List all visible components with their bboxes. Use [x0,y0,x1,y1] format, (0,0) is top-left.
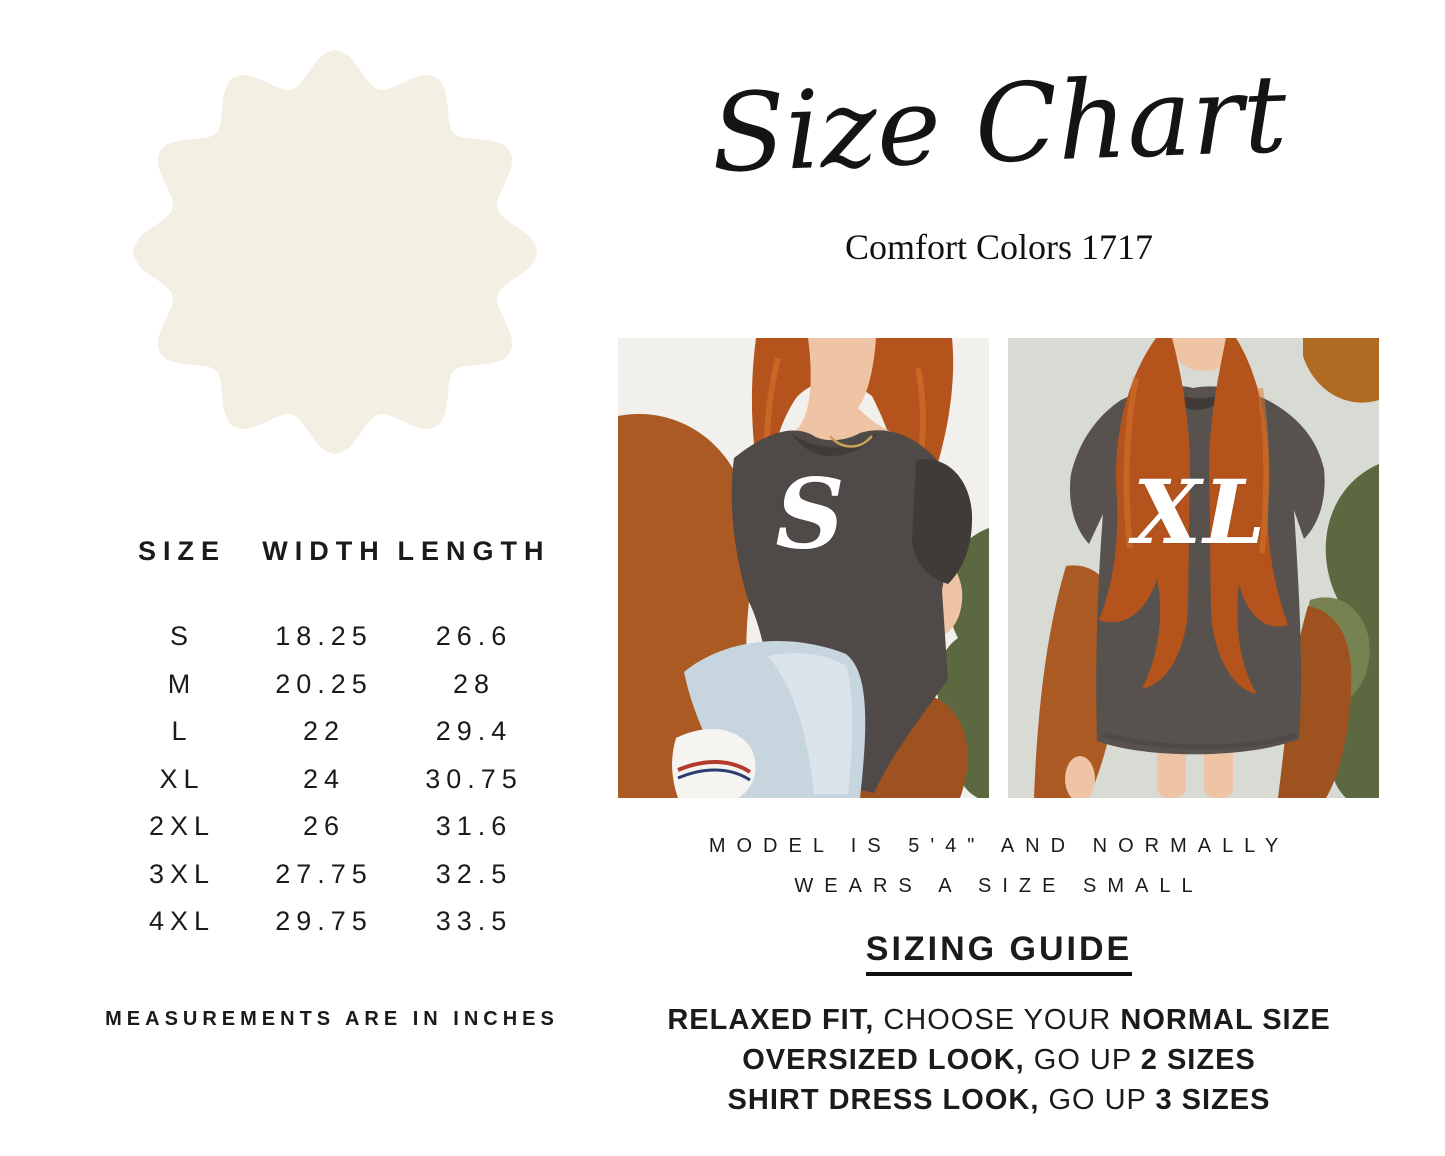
scallop-flower-icon [133,50,537,454]
cell-width: 26 [302,811,346,841]
tee-size-xl [1070,386,1325,754]
sizing-guide-lines [598,1000,1400,1120]
guide-segment: GO UP [1024,1044,1141,1076]
cell-length: 31.6 [435,811,513,841]
cell-size: 2XL [148,811,216,841]
cell-width: 20.25 [275,668,373,699]
model-note-line1: MODEL IS 5'4" AND NORMALLY [708,835,1290,857]
guide-segment: NORMAL SIZE [1120,1004,1331,1036]
guide-segment: SHIRT DRESS LOOK, [727,1084,1040,1116]
shirt-letter-s: S [775,457,845,571]
guide-segment: GO UP [1039,1084,1156,1116]
measurements-note: MEASUREMENTS ARE IN INCHES [105,1008,559,1030]
model-note-line2: WEARS A SIZE SMALL [794,875,1204,897]
cell-width: 29.75 [275,906,373,936]
guide-segment: 3 SIZES [1155,1084,1271,1116]
guide-line-relaxed [598,1000,1400,1040]
cell-size: 3XL [148,858,216,889]
size-table [112,528,552,946]
cell-size: XL [159,763,205,794]
photo-size-s [618,338,989,798]
cell-length: 32.5 [435,858,513,889]
model-size-xl-illustration [1008,338,1379,798]
scallop-decoration [125,42,545,462]
cell-length: 28 [452,668,496,699]
cell-width: 27.75 [275,858,373,889]
model-note [618,826,1380,906]
table-row [112,613,552,661]
scallop-shape-svg [125,42,545,462]
guide-segment: RELAXED FIT, [667,1004,875,1036]
guide-segment: OVERSIZED LOOK, [742,1044,1025,1076]
sizing-guide-heading-wrap [618,930,1380,976]
table-row [112,851,552,899]
column-header-width: WIDTH [262,536,386,566]
guide-line-shirt-dress [598,1080,1400,1120]
page-title: Size Chart [709,51,1289,198]
cell-width: 24 [302,763,346,794]
page-subtitle: Comfort Colors 1717 [844,227,1153,267]
cell-size: L [171,716,193,746]
column-header-size: SIZE [137,536,226,566]
photo-row [618,338,1380,798]
table-row [112,898,552,946]
column-header-length: LENGTH [397,536,551,566]
guide-segment: 2 SIZES [1140,1044,1256,1076]
cell-width: 22 [302,716,346,746]
photo-size-xl [1008,338,1379,798]
table-row [112,803,552,851]
cell-length: 29.4 [435,716,513,746]
cell-length: 30.75 [425,763,523,794]
cell-size: M [167,668,197,699]
cell-size: 4XL [148,906,216,936]
table-row [112,661,552,709]
cell-length: 26.6 [435,621,513,651]
cell-size: S [169,621,194,651]
cell-width: 18.25 [275,621,373,651]
shirt-letter-xl: XL [1132,460,1268,564]
size-table-header-row [112,528,552,575]
cell-length: 33.5 [435,906,513,936]
guide-segment: CHOOSE YOUR [874,1004,1121,1036]
table-row [112,708,552,756]
guide-line-oversized [598,1040,1400,1080]
sizing-guide-heading: SIZING GUIDE [866,930,1132,976]
table-row [112,756,552,804]
